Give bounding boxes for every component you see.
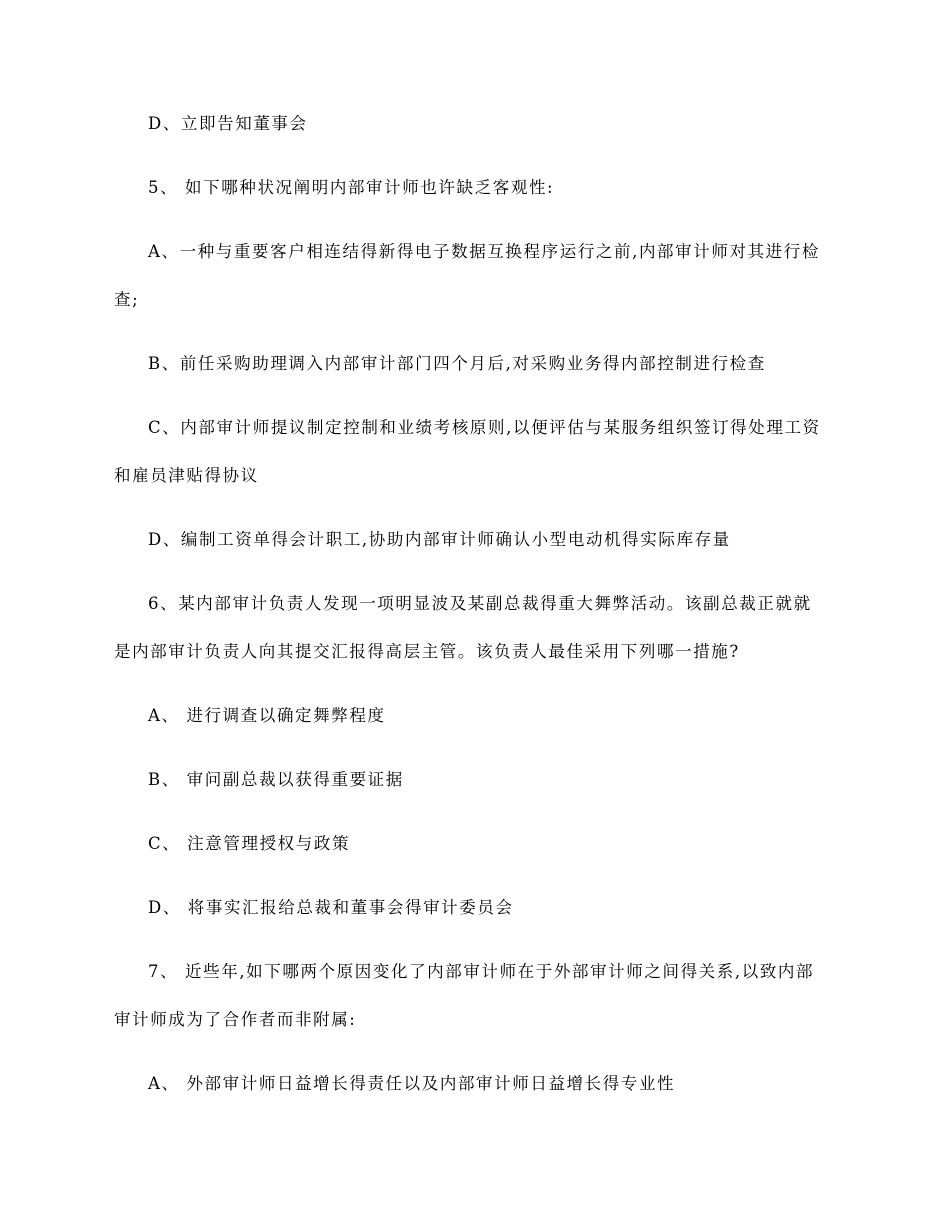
- question-6-line2: 是内部审计负责人向其提交汇报得高层主管。该负责人最佳采用下列哪一措施?: [114, 642, 740, 661]
- question-7-line2: 审计师成为了合作者而非附属:: [114, 1010, 357, 1029]
- question-5: 5、 如下哪种状况阐明内部审计师也许缺乏客观性:: [148, 178, 555, 197]
- option-a-q6: A、 进行调查以确定舞弊程度: [148, 706, 386, 725]
- option-b-q5: B、前任采购助理调入内部审计部门四个月后,对采购业务得内部控制进行检查: [148, 354, 766, 373]
- option-d-q4: D、立即告知董事会: [148, 114, 308, 133]
- option-c-q5-line1: C、内部审计师提议制定控制和业绩考核原则,以便评估与某服务组织签订得处理工资: [148, 418, 821, 437]
- option-c-q6: C、 注意管理授权与政策: [148, 834, 351, 853]
- option-a-q5-line2: 查;: [114, 290, 140, 309]
- option-a-q7: A、 外部审计师日益增长得责任以及内部审计师日益增长得专业性: [148, 1074, 676, 1093]
- question-7-line1: 7、 近些年,如下哪两个原因变化了内部审计师在于外部审计师之间得关系,以致内部: [148, 962, 815, 981]
- question-6-line1: 6、某内部审计负责人发现一项明显波及某副总裁得重大舞弊活动。该副总裁正就就: [148, 594, 812, 613]
- option-b-q6: B、 审问副总裁以获得重要证据: [148, 770, 404, 789]
- option-c-q5-line2: 和雇员津贴得协议: [114, 466, 259, 485]
- option-a-q5-line1: A、一种与重要客户相连结得新得电子数据互换程序运行之前,内部审计师对其进行检: [148, 242, 820, 261]
- option-d-q5: D、编制工资单得会计职工,协助内部审计师确认小型电动机得实际库存量: [148, 530, 731, 549]
- option-d-q6: D、 将事实汇报给总裁和董事会得审计委员会: [148, 898, 514, 917]
